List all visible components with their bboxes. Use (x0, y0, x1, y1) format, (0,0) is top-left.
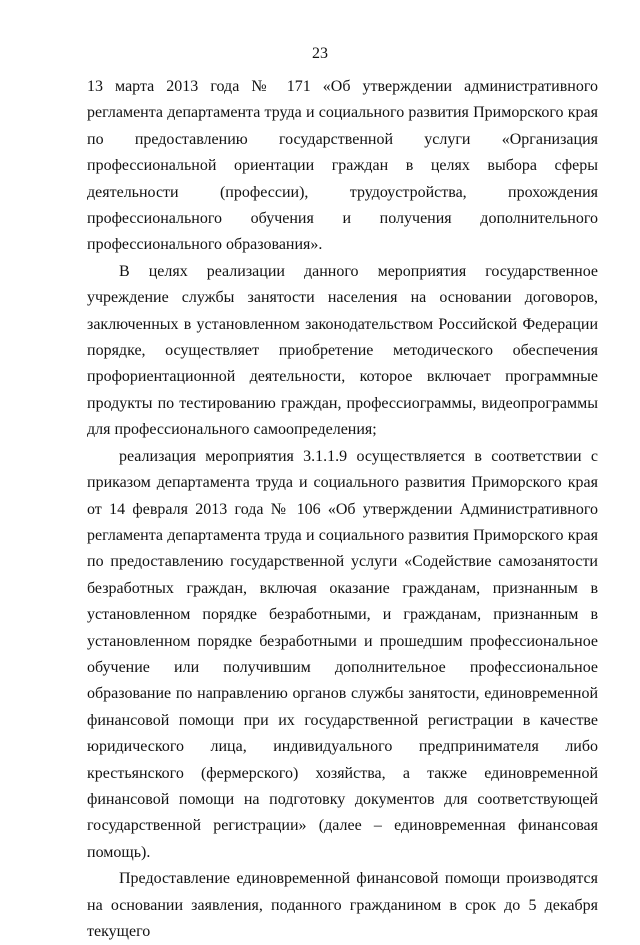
page-number: 23 (312, 45, 328, 62)
document-body (87, 74, 598, 945)
paragraph-continuation: 13 марта 2013 года № 171 «Об утверждении административного регламента департамента труда и социального развития Приморского края по предоставлению государственной услуги «Организация профессиональной ориентации граждан в целях выбора сферы деятельности (профессии), трудоустройства, прохождения профессионального обучения и получения дополнительного профессионального образования». (87, 78, 598, 254)
paragraph-methodical-support: В целях реализации данного мероприятия государственное учреждение службы занятости населения на основании договоров, заключенных в установленном законодательством Российской Федерации порядке, осуществляет приобретение методического обеспечения профориентационной деятельности, которое включает программные продукты по тестированию граждан, профессиограммы, видеопрограммы для профессионального самоопределения; (87, 262, 598, 439)
paragraph-financial-aid: Предоставление единовременной финансовой помощи производятся на основании заявления, поданного гражданином в срок до 5 декабря текущего (87, 870, 598, 940)
paragraph-measure-3-1-1-9: реализация мероприятия 3.1.1.9 осуществляется в соответствии с приказом департамента труда и социального развития Приморского края от 14 февраля 2013 года № 106 «Об утверждении Административного регламента департамента труда и социального развития Приморского края по предоставлению государственной услуги «Содействие самозанятости безработных граждан, включая оказание гражданам, признанным в установленном порядке безработными, и гражданам, признанным в установленном порядке безработными и прошедшим профессиональное обучение или получившим дополнительное профессиональное образование по направлению органов службы занятости, единовременной финансовой помощи при их государственной регистрации в качестве юридического лица, индивидуального предпринимателя либо крестьянского (фермерского) хозяйства, а также единовременной финансовой помощи на подготовку документов для соответствующей государственной регистрации» (далее – единовременная финансовая помощь). (87, 447, 598, 861)
